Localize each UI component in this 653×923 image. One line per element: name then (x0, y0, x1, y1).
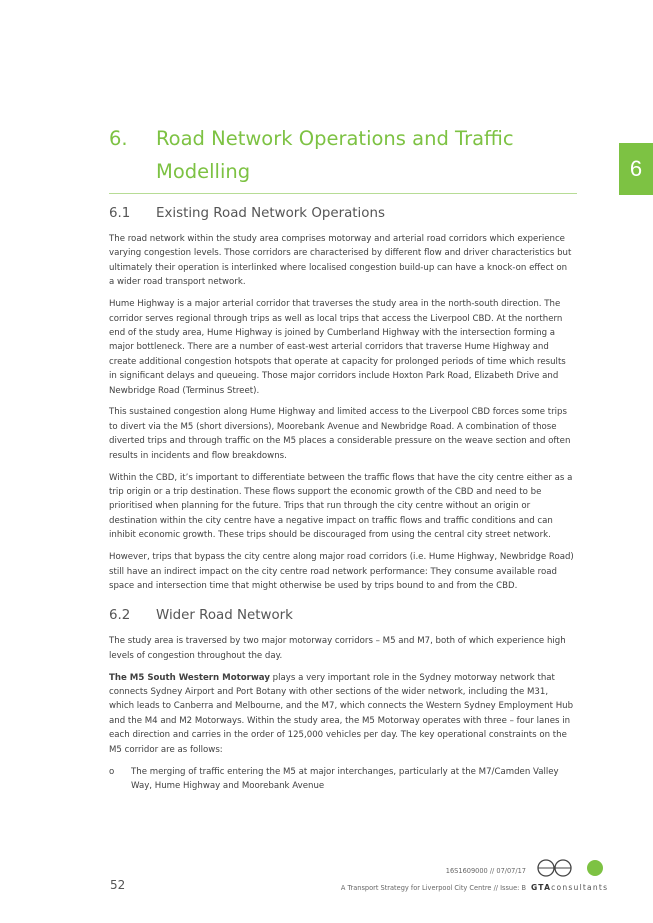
logo-wordmark-rest: consultants (551, 883, 609, 892)
section-heading-6-2 (109, 607, 575, 625)
footer-reference: 16S1609000 // 07/07/17 (445, 867, 526, 875)
section-number: 6.2 (109, 608, 131, 624)
section-heading-6-1 (109, 205, 575, 223)
paragraph: Hume Highway is a major arterial corridor that traverses the study area in the north-south direction. The corridor serves regional through trips as well as local trips that access the Liverpool CBD. At the northern end of the study area, Hume Highway is joined by Cumberland Highway with the intersection forming a major bottleneck. There are a number of east-west arterial corridors that traverse Hume Highway and create additional congestion hotspots that operate at capacity for prolonged periods of time which results in significant delays and queueing. Those major corridors include Hoxton Park Road, Elizabeth Drive and Newbridge Road (Terminus Street). (109, 299, 566, 396)
bold-term: The M5 South Western Motorway (109, 672, 270, 683)
list-item (109, 765, 575, 794)
gta-logo-icon (531, 858, 621, 898)
page-number: 52 (110, 878, 126, 892)
paragraph: However, trips that bypass the city centre along major road corridors (i.e. Hume Highway, Newbridge Road) still have an indirect impact on the city centre road network performance: They consume available road space and intersection time that might otherwise be used by trips bound to and from the CBD. (109, 552, 574, 591)
logo-wordmark (531, 883, 621, 892)
paragraph: The study area is traversed by two major motorway corridors – M5 and M7, both of which experience high levels of congestion throughout the day. (109, 636, 566, 661)
section-title: Existing Road Network Operations (156, 206, 385, 221)
paragraph-text: plays a very important role in the Sydney motorway network that connects Sydney Airport and Port Botany with other sections of the wider network, including the M31, which leads to Canberra and Melbourne, and the M7, which connects the Western Sydney Employment Hub and the M4 and M2 Motorways. Within the study area, the M5 Motorway operates with three – four lanes in each direction and carries in the order of 125,000 vehicles per day. The key operational constraints on the M5 corridor are as follows: (109, 672, 574, 755)
bullet-text: The merging of traffic entering the M5 at major interchanges, particularly at the M7/Camden Valley Way, Hume Highway and Moorebank Avenue (131, 766, 559, 791)
bullet-mark: o (109, 766, 115, 777)
chapter-number: 6. (109, 127, 128, 150)
section-title: Wider Road Network (156, 608, 293, 624)
paragraph: Within the CBD, it’s important to differentiate between the traffic flows that have the city centre either as a trip origin or a trip destination. These flows support the economic growth of the CBD and need to be prioritised when planning for the future. Trips that run through the city centre without an origin or destination within the city centre have a negative impact on traffic flows and traffic conditions and can inhibit economic growth. These trips should be discouraged from using the central city street network. (109, 472, 573, 541)
paragraph: This sustained congestion along Hume Highway and limited access to the Liverpool CBD forces some trips to divert via the M5 (short diversions), Moorebank Avenue and Newbridge Road. A combination of those diverted trips and through traffic on the M5 places a considerable pressure on the weave section and often results in incidents and flow breakdowns. (109, 407, 571, 461)
heading-divider (109, 193, 577, 194)
logo-wordmark-bold: GTA (531, 883, 552, 892)
section-number: 6.1 (109, 206, 131, 221)
paragraph (109, 671, 575, 757)
body-content (109, 205, 575, 793)
footer-document-title: A Transport Strategy for Liverpool City Centre // Issue: B (340, 884, 526, 892)
paragraph: The road network within the study area comprises motorway and arterial road corridors which experience varying congestion levels. Those corridors are characterised by different flow and driver characteristics but ultimately their operation is interlinked where localised congestion build-up can have a knock-on effect on a wider road transport network. (109, 234, 572, 288)
chapter-title: Road Network Operations and Traffic Modelling (156, 127, 514, 183)
chapter-tab: 6 (619, 143, 653, 195)
